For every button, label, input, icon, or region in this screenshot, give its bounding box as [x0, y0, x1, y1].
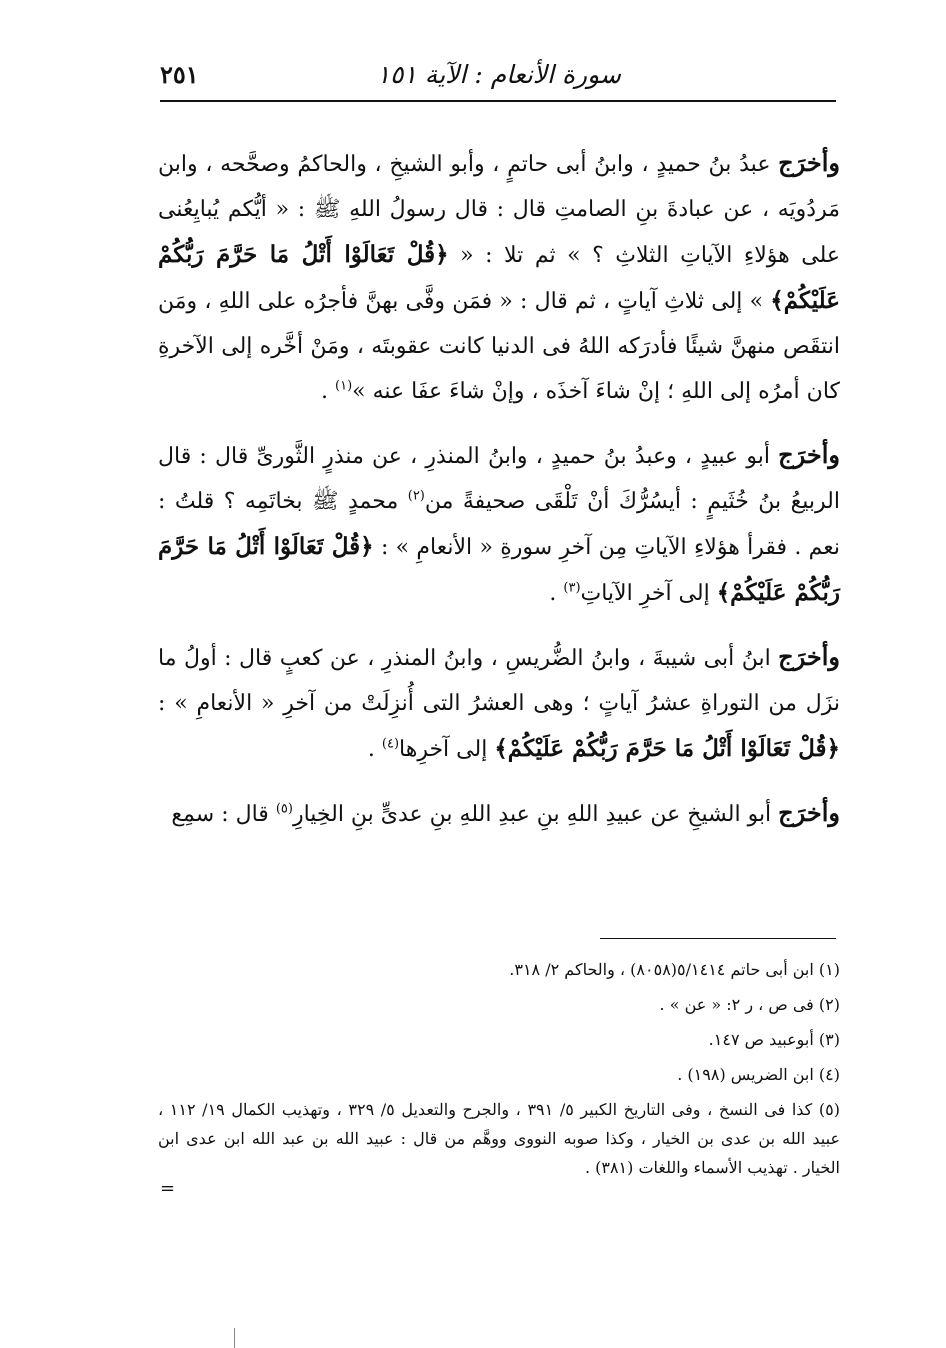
paragraph-text: » إلى ثلاثِ آياتٍ ، ثم قال : « فمَن وفَّى بهنَّ فأجرُه على اللهِ ، ومَن انتقَص منهنَّ شيئًا فأدرَكه اللهُ فى الدنيا كانت عقوبتَه ، ومَنْ أخَّره إلى الآخرةِ كان أمرُه إلى اللهِ ؛ إنْ شاءَ آخذَه ، وإنْ شاءَ عفَا عنه »: [158, 289, 840, 404]
footnote-ref: (٢): [407, 488, 425, 504]
paragraph-end: .: [367, 737, 382, 762]
paragraph-text: أبو عبيدٍ ، وعبدُ بنُ حميدٍ ، وابنُ المنذرِ ، عن منذرٍ الثَّورىِّ قال : قال الربيعُ بنُ خُثَيمٍ : أيسُرُّكَ أنْ تَلْقَى صحيفةً من: [158, 444, 841, 514]
footnote-5: (٥) كذا فى النسخ ، وفى التاريخ الكبير ٥/ ٣٩١ ، والجرح والتعديل ٥/ ٣٢٩ ، وتهذيب الكمال ١٩/ ١١٢ ، عبيد الله بن عدى بن الخيار ، وكذا صوبه النووى ووهَّم من قال : عبيد الله بن عبد الله ابن عدى ابن الخيار . تهذيب الأسماء واللغات (٣٨١) .: [158, 1100, 840, 1177]
footnote-ref: (١): [335, 378, 353, 394]
paragraph-4: [158, 790, 840, 837]
paragraph-lead: وأخرَج: [778, 148, 840, 177]
paragraph-text: ابنُ أبى شيبةَ ، وابنُ الضُّريسِ ، وابنُ المنذرِ ، عن كعبٍ قال : أولُ ما نزَل من التوراةِ عشرُ آياتٍ ؛ وهى العشرُ التى أُنزِلَتْ من آخرِ « الأنعامِ » :: [158, 646, 840, 716]
paragraph-lead: وأخرَج: [778, 642, 840, 671]
footnote-ref: (٣): [563, 580, 581, 596]
header-rule: [160, 100, 836, 102]
continuation-mark: =: [160, 1178, 176, 1199]
running-title: سورة الأنعام : الآية ١٥١: [376, 60, 621, 89]
main-text: [158, 140, 840, 855]
footnote-4: (٤) ابن الضريس (١٩٨) .: [677, 1065, 840, 1084]
paragraph-text: إلى آخرِ الآياتِ: [580, 581, 717, 606]
paragraph-text: عبدُ بنُ حميدٍ ، وابنُ أبى حاتمٍ ، وأبو الشيخِ ، والحاكمُ وصحَّحه ، وابن مَردُويَه ، عن عبادةَ بنِ الصامتِ قال : قال رسولُ اللهِ ﷺ : « أيُّكم يُبايِعُنى على هؤلاءِ الآياتِ الثلاثِ ؟ » ثم تلا : «: [158, 152, 840, 268]
page-header: [160, 56, 836, 96]
footnote-ref: (٥): [275, 801, 293, 817]
footnote-2: (٢) فى ص ، ر ٢: « عن » .: [659, 995, 840, 1014]
quran-quote: ﴿قُلْ تَعَالَوْا أَتْلُ مَا حَرَّمَ رَبُّكُمْ عَلَيْكُمْ﴾: [158, 241, 840, 314]
paragraph-end: .: [549, 581, 564, 606]
footnotes: [158, 955, 840, 1182]
scan-mark: [234, 1328, 235, 1348]
footnote-1: (١) ابن أبى حاتم ٥/١٤١٤(٨٠٥٨) ، والحاكم ٢/ ٣١٨.: [509, 960, 840, 979]
quran-quote: ﴿قُلْ تَعَالَوْا أَتْلُ مَا حَرَّمَ رَبُّكُمْ عَلَيْكُمْ﴾: [158, 533, 840, 606]
footnote-3: (٣) أبوعبيد ص ١٤٧.: [708, 1030, 840, 1049]
quran-quote: ﴿قُلْ تَعَالَوْا أَتْلُ مَا حَرَّمَ رَبُّكُمْ عَلَيْكُمْ﴾: [494, 735, 840, 762]
paragraph-text: إلى آخرِها: [399, 737, 495, 762]
paragraph-1: [158, 140, 840, 414]
paragraph-text: قال : سمِع: [171, 802, 276, 827]
paragraph-end: .: [321, 379, 336, 404]
paragraph-lead: وأخرَج: [778, 440, 840, 469]
paragraph-text: محمدٍ ﷺ بخاتَمِه ؟ قلتُ : نعم . فقرأ هؤلاءِ الآياتِ مِن آخرِ سورةِ « الأنعامِ » :: [158, 489, 841, 560]
paragraph-3: [158, 634, 840, 772]
paragraph-lead: وأخرَج: [778, 798, 840, 827]
paragraph-2: [158, 432, 840, 616]
page-number: ٢٥١: [160, 60, 199, 89]
paragraph-text: أبو الشيخِ عن عبيدِ اللهِ بنِ عبدِ اللهِ بنِ عدىٍّ بنِ الخِيارِ: [292, 802, 779, 827]
footnote-rule: [600, 938, 836, 939]
footnote-ref: (٤): [381, 736, 400, 752]
